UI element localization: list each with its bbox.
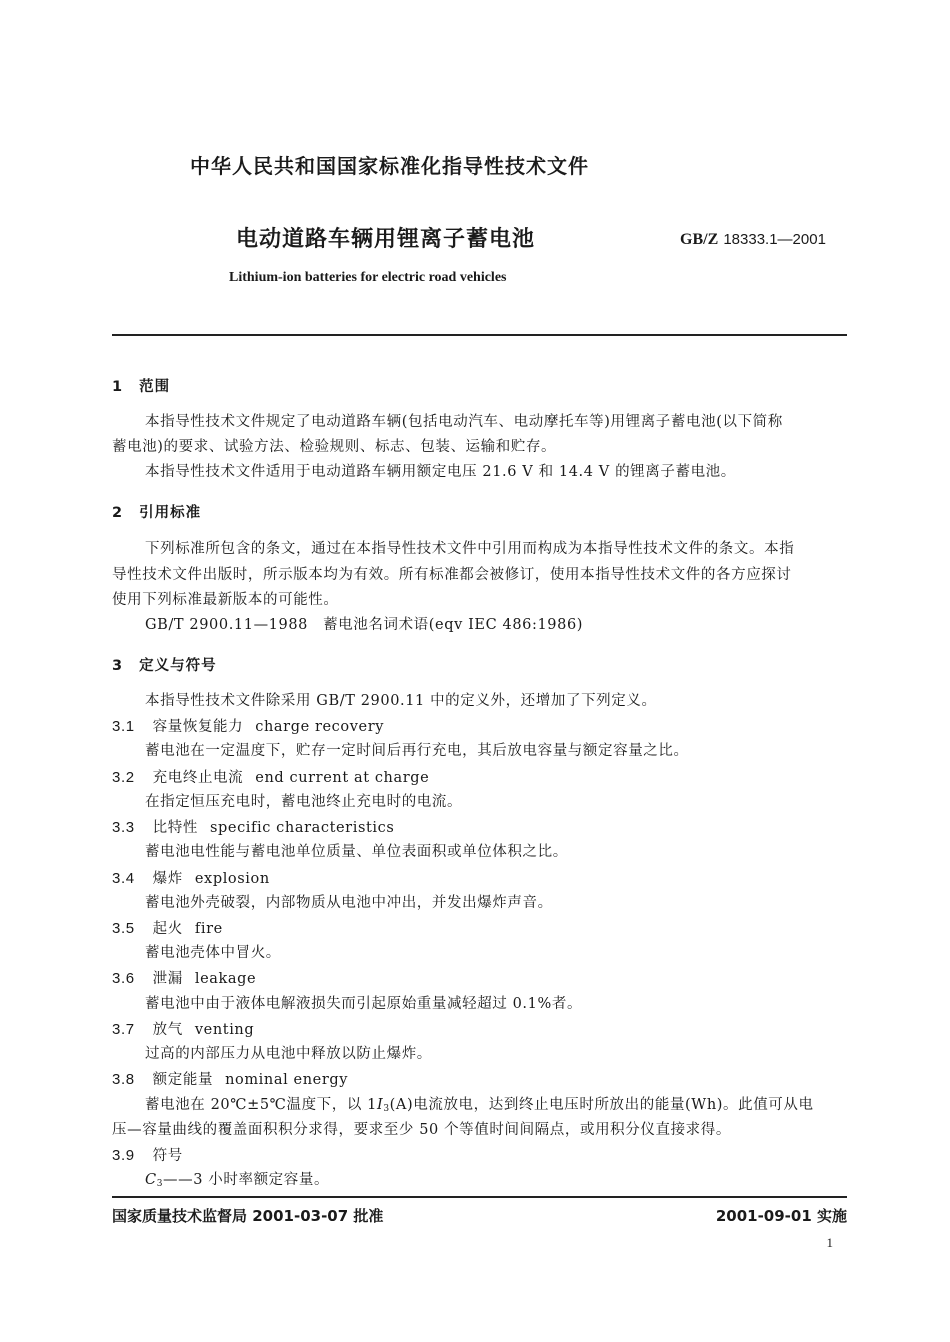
symbol-description: ——3 小时率额定容量。 <box>163 1172 330 1188</box>
term-en: specific characteristics <box>209 820 395 836</box>
term-en: leakage <box>194 971 257 987</box>
capacity-subscript: 3 <box>156 1179 164 1189</box>
definition-text: 蓄电池在一定温度下，贮存一定时间后再行充电，其后放电容量与额定容量之比。 <box>145 743 689 759</box>
clause-number: 3.3 <box>112 819 135 836</box>
definition-term <box>112 1017 254 1043</box>
definition-term <box>112 866 270 892</box>
term-zh: 容量恢复能力 <box>152 719 244 735</box>
footer-rule <box>112 1196 847 1198</box>
clause-number: 3.5 <box>112 920 135 937</box>
term-en: nominal energy <box>225 1072 349 1088</box>
section-title: 范围 <box>139 379 171 395</box>
term-zh: 爆炸 <box>152 871 183 887</box>
paragraph: 使用下列标准最新版本的可能性。 <box>112 592 339 608</box>
definition-text: 蓄电池电性能与蓄电池单位质量、单位表面积或单位体积之比。 <box>145 844 568 860</box>
definition-text: 过高的内部压力从电池中释放以防止爆炸。 <box>145 1046 432 1062</box>
definition-text: 蓄电池中由于液体电解液损失而引起原始重量减轻超过 0.1%者。 <box>145 996 583 1012</box>
definition-text: 蓄电池外壳破裂，内部物质从电池中冲出，并发出爆炸声音。 <box>145 895 553 911</box>
definition-term <box>112 815 394 841</box>
document-title: 电动道路车辆用锂离子蓄电池 <box>236 227 536 252</box>
section-1-heading <box>112 375 170 396</box>
english-title: Lithium-ion batteries for electric road vehicles <box>229 270 507 285</box>
implementation-date: 2001-09-01 实施 <box>715 1207 847 1225</box>
clause-number: 3.6 <box>112 970 135 987</box>
paragraph: 本指导性技术文件除采用 GB/T 2900.11 中的定义外，还增加了下列定义。 <box>145 693 657 709</box>
definition-term <box>112 765 429 791</box>
paragraph: 蓄电池)的要求、试验方法、检验规则、标志、包装、运输和贮存。 <box>112 439 557 455</box>
term-zh: 充电终止电流 <box>152 770 244 786</box>
term-zh: 泄漏 <box>152 971 183 987</box>
term-zh: 额定能量 <box>152 1072 214 1088</box>
current-subscript: 3 <box>383 1104 390 1114</box>
paragraph: 本指导性技术文件规定了电动道路车辆(包括电动汽车、电动摩托车等)用锂离子蓄电池(以下简称 <box>145 414 783 430</box>
section-number: 1 <box>112 379 124 395</box>
clause-number: 3.4 <box>112 870 135 887</box>
term-zh: 起火 <box>152 921 183 937</box>
clause-number: 3.9 <box>112 1147 135 1164</box>
reference-standard: GB/T 2900.11—1988 蓄电池名词术语(eqv IEC 486:1986) <box>145 617 584 633</box>
term-en: end current at charge <box>255 770 430 786</box>
clause-number: 3.1 <box>112 718 135 735</box>
definition-text-part: (A)电流放电，达到终止电压时所放出的能量(Wh)。此值可从电 <box>389 1097 814 1113</box>
capacity-symbol: C <box>145 1172 157 1188</box>
current-symbol: I <box>377 1097 384 1113</box>
section-title: 定义与符号 <box>139 658 217 674</box>
page-number: 1 <box>826 1235 833 1250</box>
clause-number: 3.7 <box>112 1021 135 1038</box>
term-en: venting <box>194 1022 255 1038</box>
definition-term <box>112 916 223 942</box>
clause-number: 3.2 <box>112 769 135 786</box>
section-title: 引用标准 <box>139 505 202 521</box>
term-zh: 符号 <box>152 1148 183 1164</box>
section-number: 3 <box>112 658 124 674</box>
header-rule <box>112 334 847 336</box>
definition-text: 压—容量曲线的覆盖面积积分求得，要求至少 50 个等值时间间隔点，或用积分仪直接求得。 <box>112 1122 731 1138</box>
term-en: explosion <box>194 871 270 887</box>
definition-text: 蓄电池壳体中冒火。 <box>145 945 281 961</box>
approval-line: 国家质量技术监督局 2001-03-07 批准 <box>112 1207 384 1225</box>
clause-number: 3.8 <box>112 1071 135 1088</box>
section-number: 2 <box>112 505 124 521</box>
definition-text: 在指定恒压充电时，蓄电池终止充电时的电流。 <box>145 794 463 810</box>
term-en: fire <box>194 921 223 937</box>
section-3-heading <box>112 654 217 675</box>
section-2-heading <box>112 501 201 522</box>
term-en: charge recovery <box>255 719 385 735</box>
standard-prefix: GB/Z <box>680 231 719 248</box>
definition-term <box>112 714 384 740</box>
paragraph: 下列标准所包含的条文，通过在本指导性技术文件中引用而构成为本指导性技术文件的条文。本指 <box>145 541 795 557</box>
term-zh: 比特性 <box>152 820 198 836</box>
document-category: 中华人民共和国国家标准化指导性技术文件 <box>190 154 589 178</box>
standard-code: 18333.1—2001 <box>723 231 826 248</box>
definition-term <box>112 1067 348 1093</box>
standard-number <box>680 229 826 249</box>
paragraph: 导性技术文件出版时，所示版本均为有效。所有标准都会被修订，使用本指导性技术文件的各方应探讨 <box>112 567 792 583</box>
definition-text-part: 蓄电池在 20℃±5℃温度下，以 1 <box>145 1097 378 1113</box>
definition-term <box>112 1143 183 1169</box>
definition-term <box>112 966 256 992</box>
symbol-definition <box>145 1168 329 1197</box>
term-zh: 放气 <box>152 1022 183 1038</box>
paragraph: 本指导性技术文件适用于电动道路车辆用额定电压 21.6 V 和 14.4 V 的锂离子蓄电池。 <box>145 464 736 480</box>
